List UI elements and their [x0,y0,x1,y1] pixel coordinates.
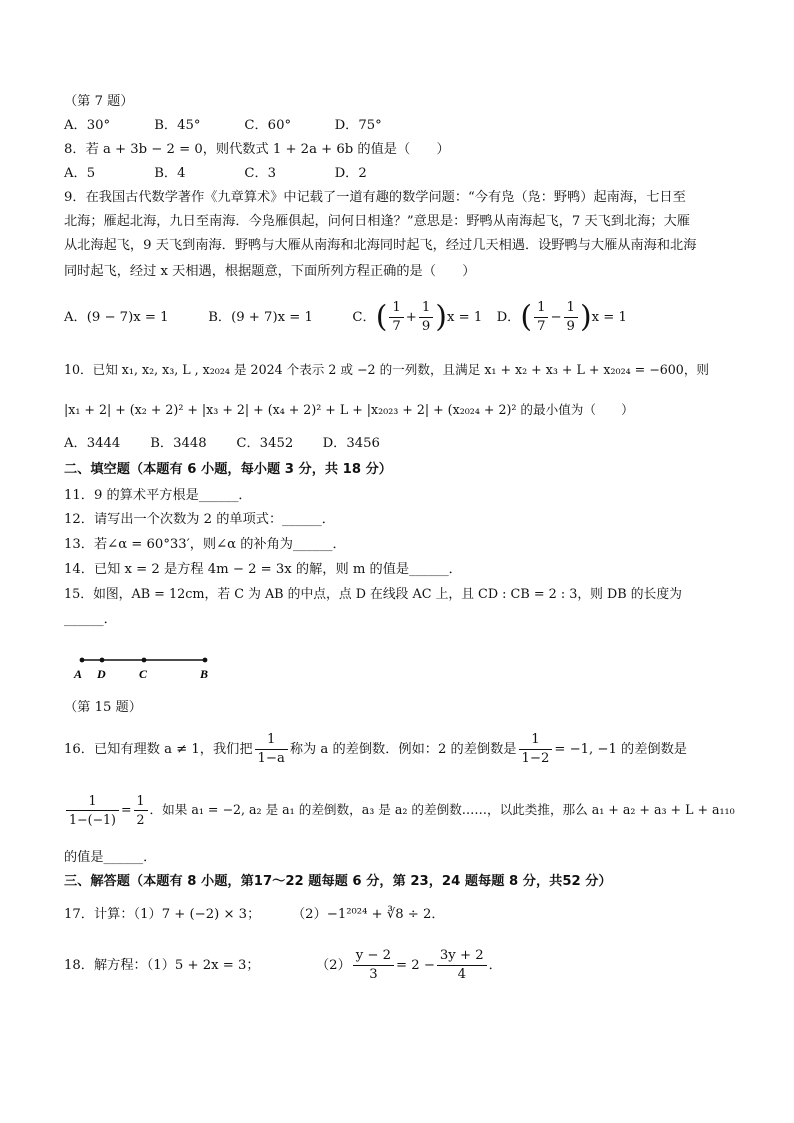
fraction-denominator: 1−(−1) [69,812,116,827]
q18 [64,946,502,986]
paren-open: ( [375,299,388,335]
q8-stem: 8．若 a + 3b − 2 = 0，则代数式 1 + 2a + 6b 的值是（ ） [64,142,450,157]
fraction [353,947,394,984]
q9-line2: 北海；雁起北海，九日至南海．今凫雁俱起，问何日相逢？”意思是：野鸭从南海起飞，7 天飞到北海；大雁 [64,214,690,229]
q18-equals: = 2 − [396,958,435,973]
q8-options [64,164,367,184]
fraction-numerator: 1 [255,731,288,750]
q8-option-b: B．4 [154,166,186,181]
fraction [255,731,288,768]
fraction-numerator: 1 [519,731,553,750]
q9-line3: 从北海起飞，9 天飞到南海．野鸭与大雁从南海和北海同时起飞，经过几天相遇．设野鸭与大雁从南海和北海 [64,238,697,253]
q16-text-a: 16．已知有理数 a ≠ 1，我们把 [64,742,253,757]
q7-option-a: A．30° [64,118,111,133]
equation-tail: x = 1 [446,310,483,325]
q16-text-c: = −1, −1 的差倒数是 [554,742,687,757]
section-2-heading: 二、填空题（本题有 6 小题，每小题 3 分，共 18 分） [64,462,392,477]
fraction [437,947,487,984]
q15-line2: ______． [64,612,117,627]
fraction-numerator: y − 2 [353,947,394,966]
fraction-denominator: 1−2 [521,751,550,766]
q10-line2: |x₁ + 2| + (x₂ + 2)² + |x₃ + 2| + (x₄ + 2)² + L + |x₂₀₂₃ + 2| + (x₂₀₂₄ + 2)² 的最小值为（ ） [64,402,634,417]
q15-caption: （第 15 题） [64,700,142,715]
fraction-denominator: 9 [421,319,431,334]
fraction-denominator: 3 [369,967,378,982]
q10-option-d: D．3456 [322,436,380,451]
q10-options [64,434,380,454]
q13: 13．若∠α = 60°33′，则∠α 的补角为______． [64,537,346,552]
q9-option-d [497,296,627,340]
paren-open: ( [520,299,533,335]
q16-line1 [64,730,687,770]
q17-part1: 17．计算：（1）7 + (−2) × 3； [64,907,261,922]
label-c: C [139,667,148,681]
q10-line1: 10．已知 x₁, x₂, x₃, L , x₂₀₂₄ 是 2024 个表示 2 或 −2 的一列数，且满足 x₁ + x₂ + x₃ + L + x₂₀₂₄ = −600，则 [64,362,710,377]
fraction-denominator: 9 [566,319,575,334]
equation-tail: x = 1 [591,310,627,325]
fraction [66,792,119,829]
point-b [203,658,208,663]
q7-option-c: C．60° [244,118,292,133]
q7-option-b: B．45° [154,118,201,133]
point-a [80,658,85,663]
q8-option-c: C．3 [244,166,277,181]
fraction [134,792,148,829]
q16-text-d: = [120,802,132,817]
q11: 11．9 的算术平方根是______． [64,488,252,503]
q8-option-a: A．5 [64,166,96,181]
q9-line4: 同时起飞，经过 x 天相遇，根据题意，下面所列方程正确的是（ ） [64,264,476,279]
q9-option-c-label: C． [352,310,376,325]
label-d: D [97,667,106,681]
q7-option-d: D．75° [334,118,382,133]
fraction-denominator: 7 [392,319,401,334]
q16-line2 [64,790,735,830]
q10-option-b: B．3448 [150,436,207,451]
q15-segment-figure [70,650,220,684]
fraction [389,299,403,336]
fraction [534,299,548,336]
q7-caption: （第 7 题） [64,94,134,109]
paren-close: ) [579,299,592,335]
q10-option-c: C．3452 [236,436,294,451]
plus-sign: + [405,310,417,325]
q18-end: ． [488,958,502,973]
fraction [564,299,578,336]
fraction-numerator: 1 [534,299,548,318]
fraction-denominator: 4 [457,967,466,982]
q10-option-a: A．3444 [64,436,121,451]
q12: 12．请写出一个次数为 2 的单项式：______． [64,512,335,527]
fraction-denominator: 2 [136,812,145,827]
fraction-numerator: 3y + 2 [437,947,487,966]
q9-option-b: B．(9 + 7)x = 1 [208,310,313,325]
fraction-denominator: 7 [537,319,546,334]
q17-part2: （2）−1²⁰²⁴ + ∛8 ÷ 2． [292,907,445,922]
fraction [419,299,433,336]
fraction-numerator: 1 [66,792,119,811]
q15-line1: 15．如图，AB = 12cm，若 C 为 AB 的中点，点 D 在线段 AC 上，且 CD : CB = 2 : 3，则 DB 的长度为 [64,587,682,602]
fraction-numerator: 1 [564,299,578,318]
q9-line1: 9．在我国古代数学著作《九章算术》中记载了一道有趣的数学问题：“今有凫（凫：野鸭）起南海，七日至 [64,190,686,205]
q9-option-c [352,296,492,340]
q7-options [64,116,382,136]
fraction-numerator: 1 [389,299,403,318]
q9-options [64,296,627,340]
q18-part1: 18．解方程：（1）5 + 2x = 3； [64,958,260,973]
minus-sign: − [550,310,562,325]
fraction-denominator: 1−a [257,751,285,766]
q14: 14．已知 x = 2 是方程 4m − 2 = 3x 的解，则 m 的值是______． [64,562,462,577]
q16-text-b: 称为 a 的差倒数．例如：2 的差倒数是 [289,742,517,757]
point-c [142,658,147,663]
fraction-numerator: 1 [419,299,433,318]
q9-option-d-label: D． [496,310,521,325]
q16-line3: 的值是______． [64,850,157,865]
label-b: B [200,667,209,681]
q9-option-a: A．(9 − 7)x = 1 [64,310,169,325]
q16-text-e: ．如果 a₁ = −2, a₂ 是 a₁ 的差倒数，a₃ 是 a₂ 的差倒数……，以此类推，那么 a₁ + a₂ + a₃ + L + a₁₁₀ [149,802,735,817]
q17 [64,905,445,925]
label-a: A [74,667,83,681]
q8-option-d: D．2 [334,166,367,181]
point-d [100,658,105,663]
section-3-heading: 三、解答题（本题有 8 小题，第17～22 题每题 6 分，第 23，24 题每题 8 分，共52 分） [64,874,612,889]
fraction-numerator: 1 [134,792,148,811]
q18-part2-label: （2） [316,958,351,973]
fraction [519,731,553,768]
paren-close: ) [435,299,447,335]
